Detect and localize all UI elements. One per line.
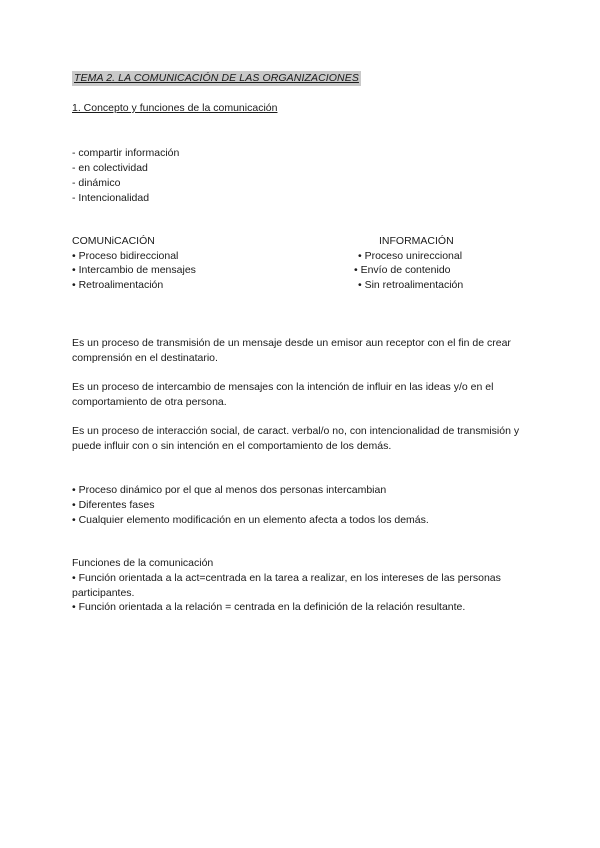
- definition-paragraph: Es un proceso de transmisión de un mensaje desde un emisor aun receptor con el fin de crear comprensión en el destinatario.: [72, 337, 511, 364]
- feature-item: - compartir información: [72, 147, 180, 159]
- comparison-right-item: • Proceso unireccional: [358, 249, 462, 264]
- comparison-right-item: • Sin retroalimentación: [358, 278, 463, 293]
- feature-item: - dinámico: [72, 177, 121, 189]
- comparison-left-item: • Intercambio de mensajes: [72, 263, 196, 278]
- function-item: • Función orientada a la relación = centrada en la definición de la relación resultante.: [72, 600, 522, 615]
- functions-heading: Funciones de la comunicación: [72, 557, 214, 569]
- function-item: • Función orientada a la act=centrada en la tarea a realizar, en los intereses de las personas participantes.: [72, 571, 522, 601]
- comparison-left-item: • Proceso bidireccional: [72, 249, 178, 264]
- section-heading: 1. Concepto y funciones de la comunicación: [72, 102, 278, 114]
- feature-item: - Intencionalidad: [72, 192, 150, 204]
- comparison-left-item: • Retroalimentación: [72, 278, 163, 293]
- definition-paragraph: Es un proceso de intercambio de mensajes con la intención de influir en las ideas y/o en el comportamiento de otra persona.: [72, 381, 494, 408]
- definition-paragraph: Es un proceso de interacción social, de caract. verbal/o no, con intencionalidad de transmisión y puede influir con o sin intención en el comportamiento de los demás.: [72, 425, 520, 452]
- characteristic-item: • Cualquier elemento modificación en un elemento afecta a todos los demás.: [72, 513, 429, 528]
- comparison-left-header: COMUNiCACIÓN: [72, 235, 155, 247]
- document-title: TEMA 2. LA COMUNICACIÓN DE LAS ORGANIZACIONES: [74, 72, 359, 84]
- comparison-right-header: INFORMACIÓN: [379, 235, 454, 247]
- feature-item: - en colectividad: [72, 162, 148, 174]
- characteristic-item: • Diferentes fases: [72, 498, 154, 513]
- characteristic-item: • Proceso dinámico por el que al menos dos personas intercambian: [72, 483, 386, 498]
- comparison-right-item: • Envío de contenido: [354, 263, 451, 278]
